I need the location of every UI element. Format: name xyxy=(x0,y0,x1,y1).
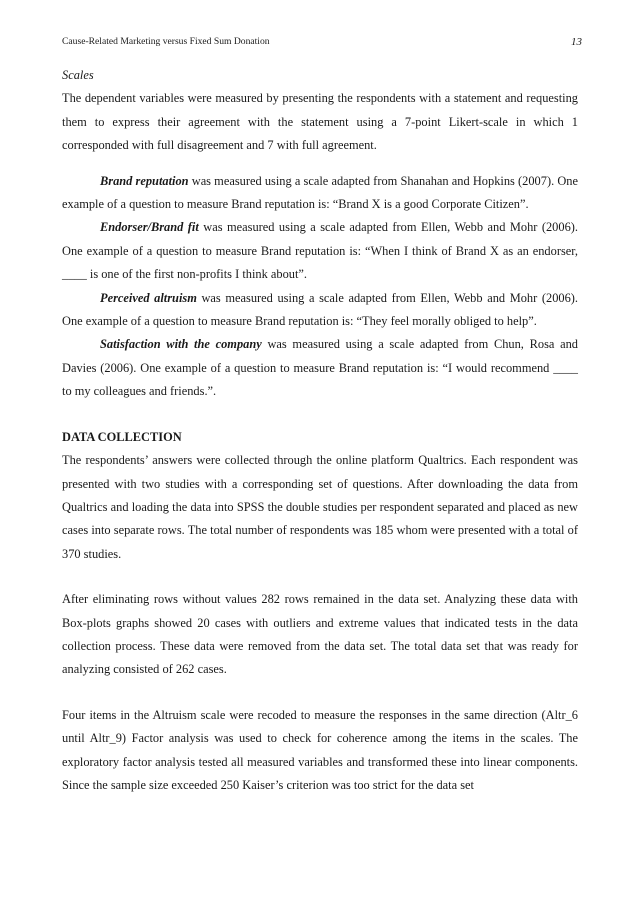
data-collection-paragraph: After eliminating rows without values 282 rows remained in the data set. Analyzing these data with Box-plots graphs showed 20 cases with outliers and extreme values that indicated tests in the data collection process. These data were removed from the data set. The total data set that was ready for analyzing consisted of 262 cases. xyxy=(62,592,578,677)
scale-description: was measured using a scale adapted from Ellen, Webb and Mohr (2006). One example of a question to measure Brand reputation is: “When I think of Brand X as an endorser, ____ is one of the first non-profits I think about”. xyxy=(62,220,578,282)
data-collection-paragraph: The respondents’ answers were collected through the online platform Qualtrics. Each respondent was presented with two studies with a corresponding set of questions. After downloading the data from Qualtrics and loading the data into SPSS the double studies per respondent separated and placed as new cases into separate rows. The total number of respondents was 185 whom were presented with a total of 370 studies. xyxy=(62,453,578,561)
scales-heading: Scales xyxy=(62,68,94,82)
data-collection-paragraph: Four items in the Altruism scale were recoded to measure the responses in the same direction (Altr_6 until Altr_9) Factor analysis was used to check for coherence among the items in the scales. The exploratory factor analysis tested all measured variables and transformed these into linear components. Since the sample size exceeded 250 Kaiser’s criterion was too strict for the data set xyxy=(62,707,578,792)
data-collection-heading: DATA COLLECTION xyxy=(62,429,182,444)
scale-description: was measured using a scale adapted from Ellen, Webb and Mohr (2006). One example of a question to measure Brand reputation is: “They feel morally obliged to help”. xyxy=(62,290,579,329)
scale-item-satisfaction xyxy=(62,333,578,403)
scale-item-perceived-altruism xyxy=(62,287,578,334)
scale-item-brand-reputation xyxy=(62,170,578,217)
scale-description: was measured using a scale adapted from Shanahan and Hopkins (2007). One example of a question to measure Brand reputation is: “Brand X is a good Corporate Citizen”. xyxy=(62,173,578,212)
page-body xyxy=(62,64,578,797)
scale-term: Brand reputation xyxy=(100,173,189,188)
scale-term: Endorser/Brand fit xyxy=(100,220,199,235)
scale-term: Perceived altruism xyxy=(100,290,197,305)
running-title: Cause-Related Marketing versus Fixed Sum Donation xyxy=(62,36,270,47)
scale-description: was measured using a scale adapted from Chun, Rosa and Davies (2006). One example of a question to measure Brand reputation is: “I would recommend ____ to my colleagues and friends.”. xyxy=(62,337,578,399)
scales-intro: The dependent variables were measured by presenting the respondents with a statement and requesting them to express their agreement with the statement using a 7-point Likert-scale in which 1 corresponded with full disagreement and 7 with full agreement. xyxy=(62,91,578,153)
running-header xyxy=(62,36,582,50)
scale-term: Satisfaction with the company xyxy=(100,337,262,352)
page-number: 13 xyxy=(571,36,582,48)
scale-item-endorser-brand-fit xyxy=(62,216,578,286)
